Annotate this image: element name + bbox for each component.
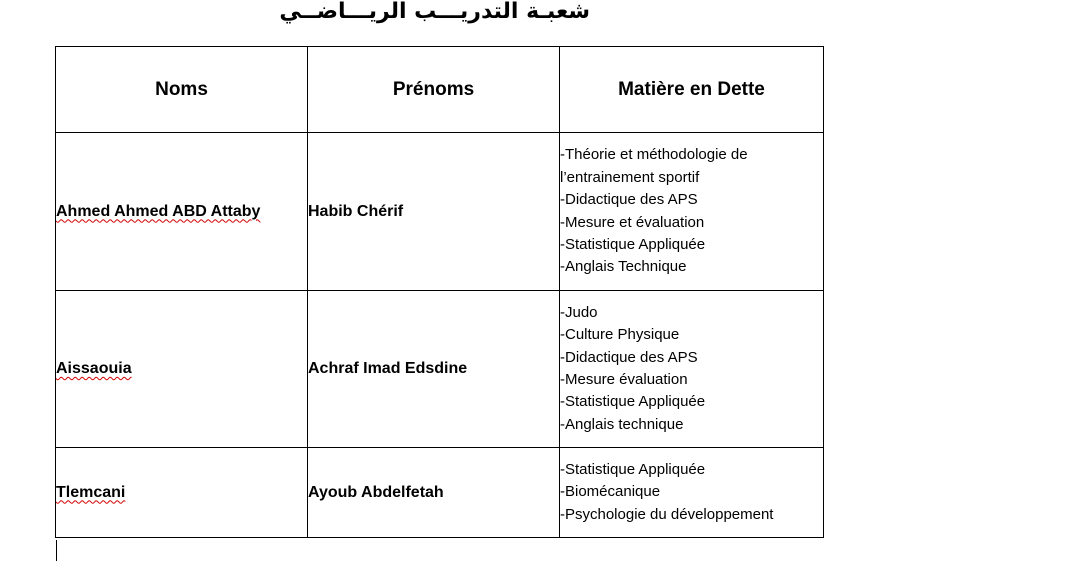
subject-item: -Statistique Appliquée — [560, 235, 706, 253]
subject-item: -Anglais Technique — [560, 258, 687, 276]
subject-item: -Judo — [560, 303, 598, 321]
header-subjects: Matière en Dette — [560, 47, 824, 133]
document-title: شعبـة التدريـــب الريـــاضــي — [279, 0, 590, 24]
last-name: Ahmed Ahmed ABD Attaby — [56, 202, 261, 220]
subject-list — [560, 144, 823, 278]
first-name-cell — [308, 133, 560, 291]
subject-item: -Mesure et évaluation — [560, 213, 705, 231]
header-names: Noms — [56, 47, 308, 133]
subject-item: -Théorie et méthodologie de l’entrainement sportif — [560, 146, 748, 186]
last-name-cell — [56, 133, 308, 291]
text-cursor[interactable] — [56, 540, 57, 561]
subject-item: -Mesure évaluation — [560, 371, 688, 388]
subject-list — [560, 459, 823, 526]
last-name-cell — [56, 448, 308, 538]
first-name: Habib Chérif — [308, 202, 404, 220]
subject-item: -Statistique Appliquée — [560, 460, 706, 478]
subject-item: -Culture Physique — [560, 326, 680, 344]
first-name-cell — [308, 448, 560, 538]
table-row — [56, 133, 824, 291]
debts-table — [55, 46, 824, 538]
table-row — [56, 448, 824, 538]
table-row — [56, 291, 824, 448]
subject-item: -Psychologie du développement — [560, 505, 774, 523]
last-name-cell — [56, 291, 308, 448]
subject-item: -Didactique des APS — [560, 191, 698, 209]
subjects-cell — [560, 133, 824, 291]
subject-list — [560, 302, 823, 436]
subjects-cell — [560, 448, 824, 538]
header-first-names: Prénoms — [308, 47, 560, 133]
subject-item: -Biomécanique — [560, 483, 661, 501]
last-name: Aissaouia — [56, 360, 132, 377]
last-name: Tlemcani — [56, 483, 126, 501]
subject-item: -Statistique Appliquée — [560, 393, 706, 411]
first-name: Ayoub Abdelfetah — [308, 483, 444, 501]
subject-item: -Didactique des APS — [560, 348, 698, 366]
first-name-cell — [308, 291, 560, 448]
first-name: Achraf Imad Edsdine — [308, 360, 468, 377]
table-header-row — [56, 47, 824, 133]
subjects-cell — [560, 291, 824, 448]
subject-item: -Anglais technique — [560, 415, 684, 433]
